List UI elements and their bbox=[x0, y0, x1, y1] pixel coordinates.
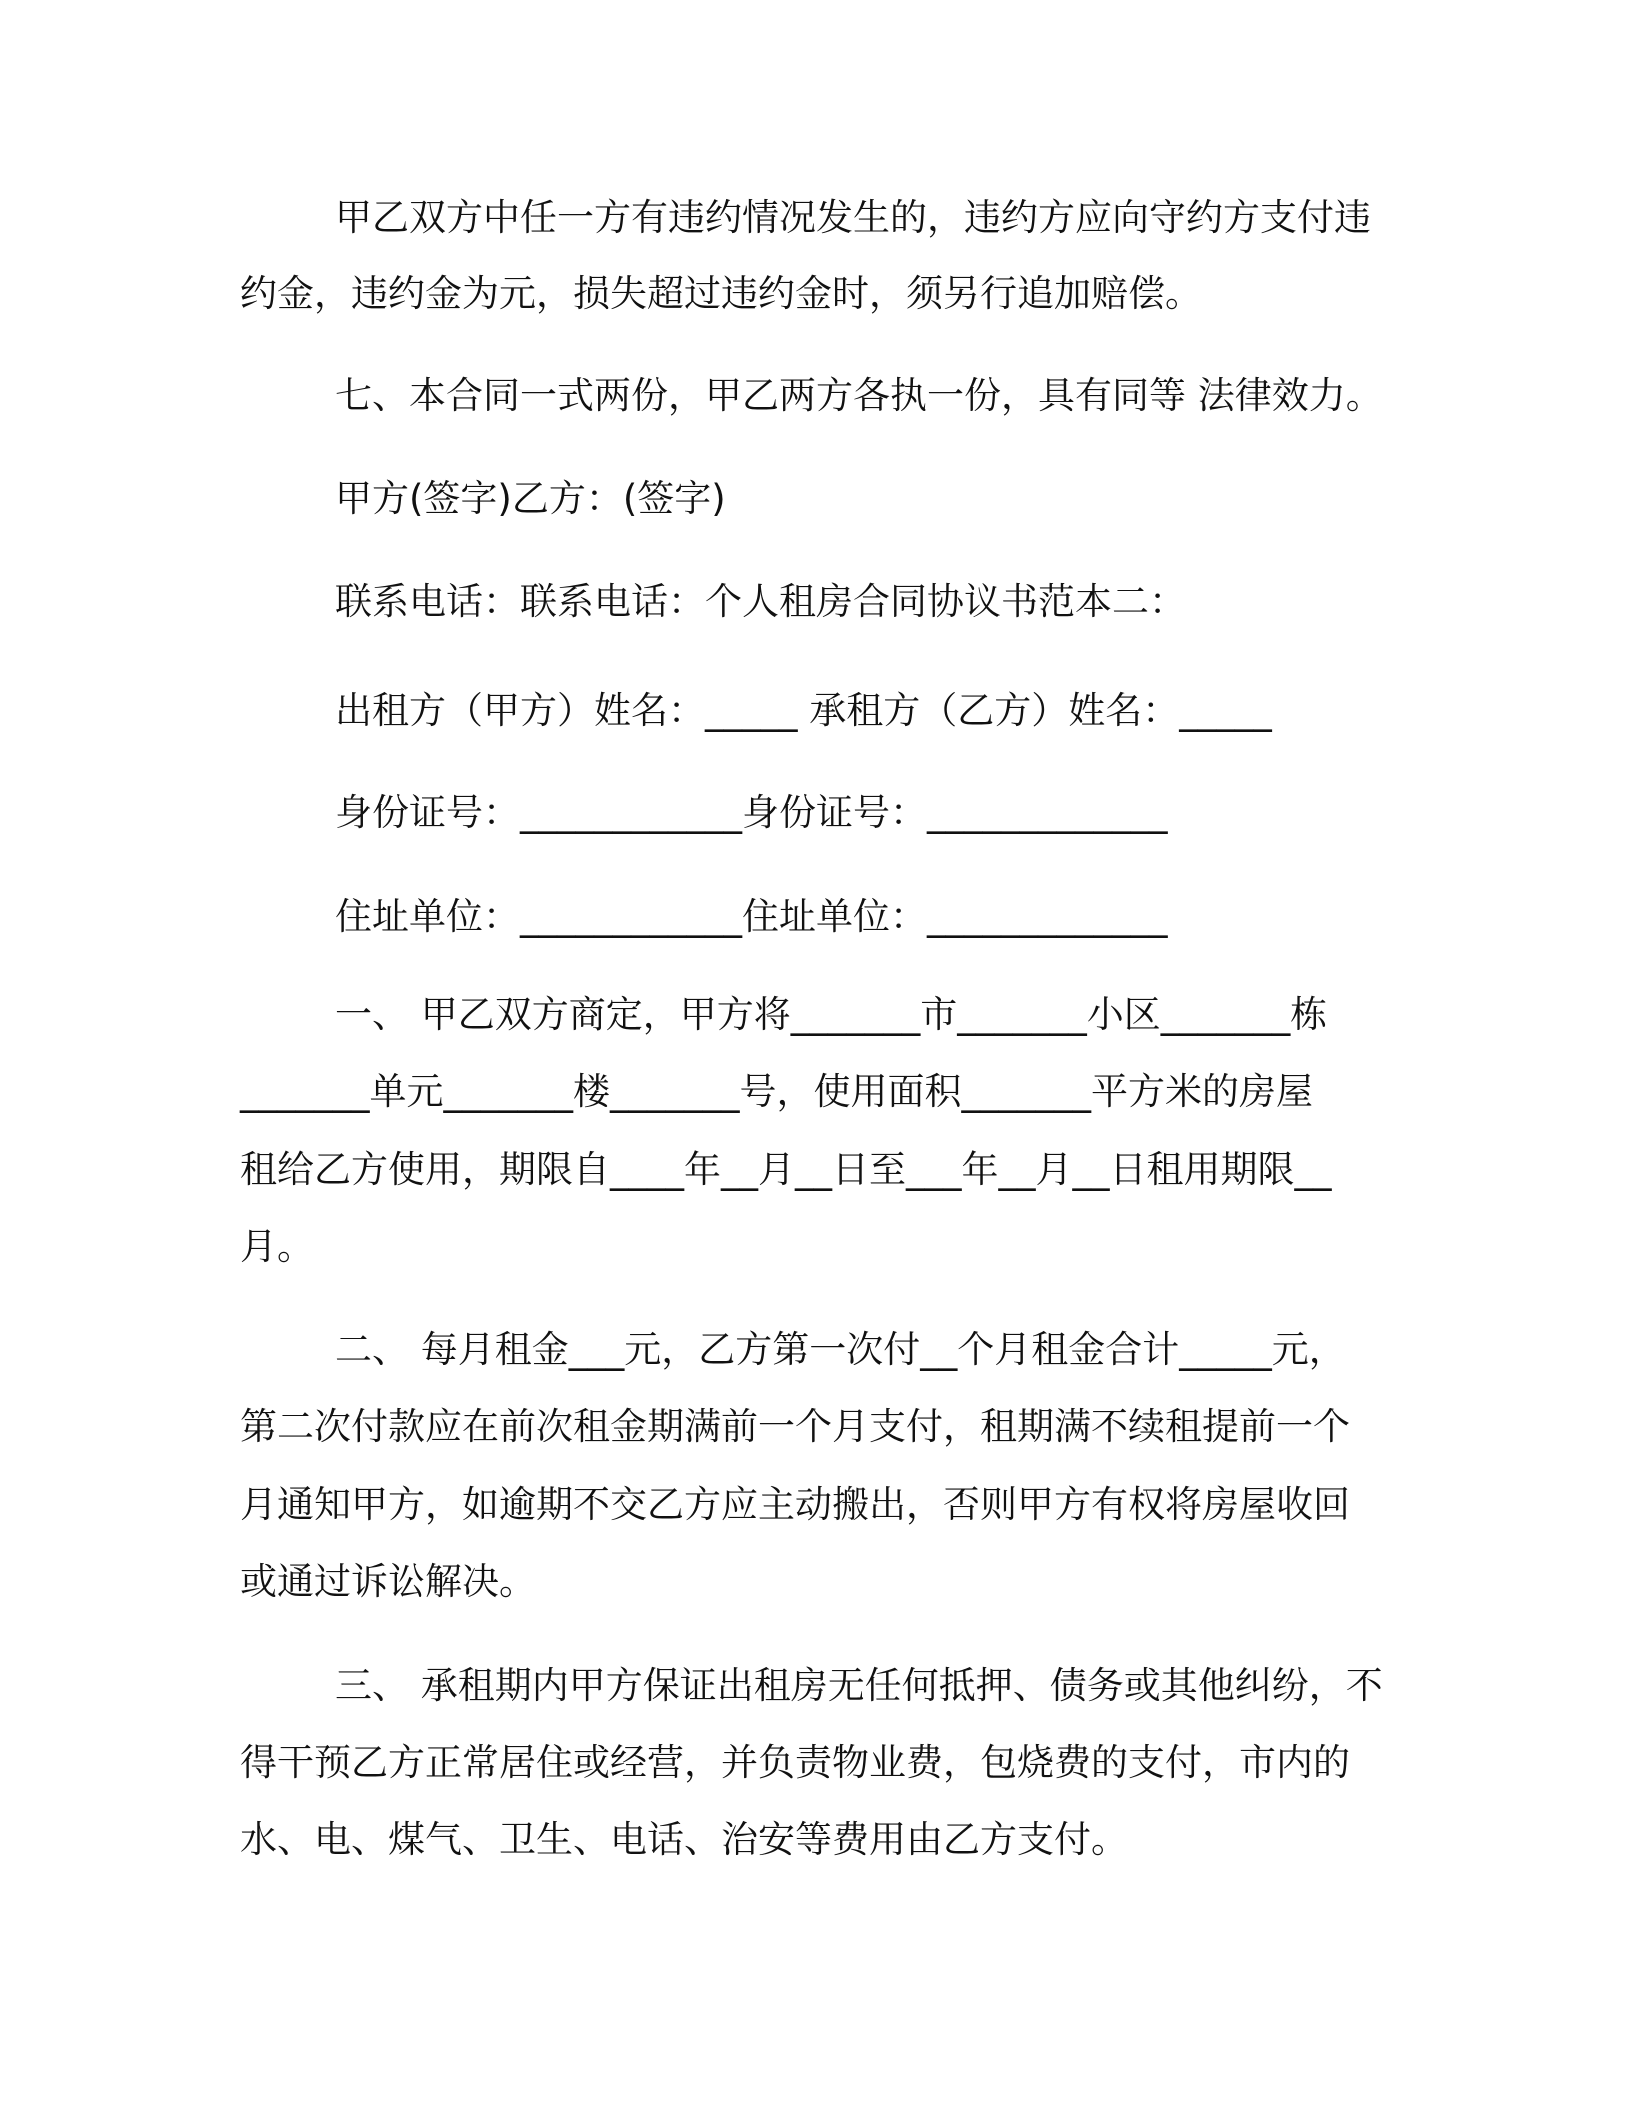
form-line: 住址单位：____________住址单位：_____________ bbox=[335, 895, 1168, 938]
paragraph-line: 得干预乙方正常居住或经营，并负责物业费，包烧费的支付，市内的 bbox=[240, 1741, 1350, 1784]
paragraph-line: 月。 bbox=[240, 1225, 314, 1268]
paragraph-line: 月通知甲方，如逾期不交乙方应主动搬出，否则甲方有权将房屋收回 bbox=[240, 1483, 1350, 1526]
paragraph-line: _______单元_______楼_______号，使用面积_______平方米的房屋 bbox=[240, 1070, 1313, 1113]
paragraph-line: 三、 承租期内甲方保证出租房无任何抵押、债务或其他纠纷，不 bbox=[335, 1664, 1383, 1707]
paragraph-line: 二、 每月租金___元，乙方第一次付__个月租金合计_____元， bbox=[335, 1328, 1346, 1371]
paragraph-line: 或通过诉讼解决。 bbox=[240, 1560, 536, 1603]
paragraph-line: 甲乙双方中任一方有违约情况发生的，违约方应向守约方支付违 bbox=[335, 196, 1371, 239]
paragraph-line: 租给乙方使用，期限自____年__月__日至___年__月__日租用期限__ bbox=[240, 1148, 1332, 1191]
paragraph-line: 第二次付款应在前次租金期满前一个月支付，租期满不续租提前一个 bbox=[240, 1405, 1350, 1448]
paragraph-line: 一、 甲乙双方商定，甲方将_______市_______小区_______栋 bbox=[335, 993, 1328, 1036]
form-line: 身份证号：____________身份证号：_____________ bbox=[335, 791, 1168, 834]
paragraph-line: 约金，违约金为元，损失超过违约金时，须另行追加赔偿。 bbox=[240, 272, 1202, 315]
paragraph-line: 水、电、煤气、卫生、电话、治安等费用由乙方支付。 bbox=[240, 1818, 1128, 1861]
form-line: 出租方（甲方）姓名：_____ 承租方（乙方）姓名：_____ bbox=[335, 689, 1272, 732]
contact-line: 联系电话：联系电话：个人租房合同协议书范本二： bbox=[335, 580, 1186, 623]
paragraph-line: 七、本合同一式两份，甲乙两方各执一份，具有同等 法律效力。 bbox=[335, 374, 1383, 417]
signature-line: 甲方(签字)乙方：(签字) bbox=[335, 477, 726, 520]
